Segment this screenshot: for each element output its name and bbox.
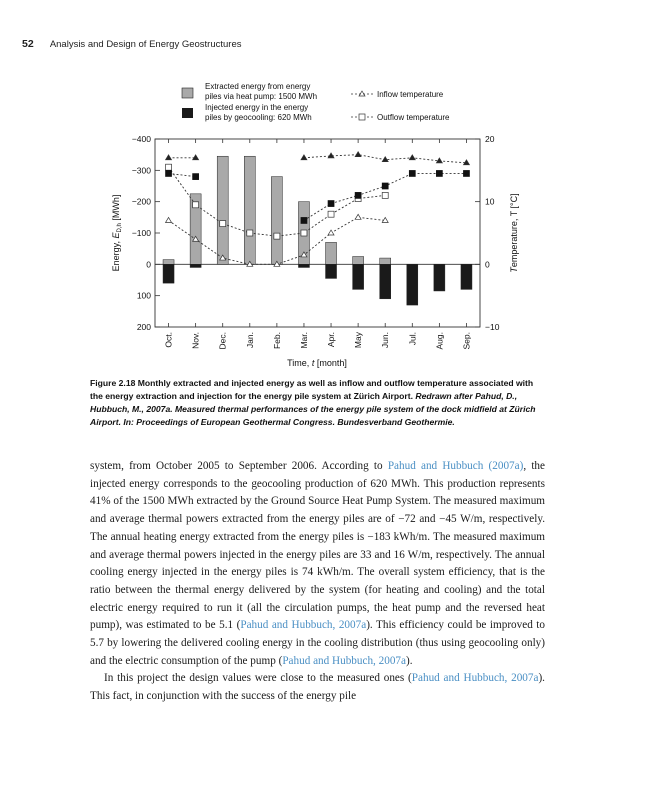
citation-link[interactable]: Pahud and Hubbuch, 2007a (240, 619, 367, 632)
x-tick-label: Feb. (271, 332, 282, 350)
temperature-series (166, 152, 470, 267)
outflow-marker (328, 201, 334, 207)
outflow-marker (193, 174, 199, 180)
inflow-marker (301, 155, 307, 160)
bar (163, 260, 174, 265)
left-tick-label: 0 (146, 259, 151, 270)
legend-outflow-label: Outflow temperature (377, 113, 450, 122)
right-tick-label: −10 (485, 322, 500, 332)
legend-inflow-label: Inflow temperature (377, 90, 444, 99)
right-tick-label: 10 (485, 196, 495, 207)
bar (326, 264, 337, 278)
outflow-marker (166, 170, 172, 176)
x-axis (164, 139, 472, 350)
inflow-marker (355, 214, 361, 219)
bar (380, 258, 391, 264)
inflow-marker (436, 158, 442, 163)
right-axis-label: Temperature, T [°C] (509, 193, 519, 273)
inflow-marker (382, 157, 388, 162)
body-text (90, 458, 545, 706)
energy-temperature-chart (95, 72, 525, 370)
legend-extracted-label: Extracted energy from energy piles via heat pump: 1500 MWh (205, 82, 318, 101)
inflow-marker (166, 217, 172, 222)
x-tick-label: Sep. (461, 332, 472, 350)
plot-frame (155, 139, 480, 327)
outflow-marker (436, 170, 442, 176)
figure-caption-reference: Redrawn after Pahud, D., Hubbuch, M., 2007a. Measured thermal performances of the energy pile system of the dock midfield at Zürich Airport. In: Proceedings of European Geothermal Congress. Bundesverband Geothermie. (90, 391, 536, 427)
bar (190, 264, 201, 267)
x-tick-label: Mar. (298, 332, 309, 349)
left-tick-label: 100 (136, 290, 151, 301)
citation-link[interactable]: Pahud and Hubbuch, 2007a (282, 654, 406, 667)
series-line (169, 173, 196, 176)
page-number: 52 (22, 38, 34, 50)
right-axis (475, 134, 500, 332)
outflow-marker (193, 202, 199, 208)
outflow-marker (166, 164, 172, 170)
outflow-marker (220, 221, 226, 227)
bar (380, 264, 391, 298)
bar (271, 177, 282, 265)
bar (244, 156, 255, 264)
bar-series (163, 156, 472, 305)
legend-extracted-swatch (182, 88, 193, 98)
outflow-marker (355, 192, 361, 198)
bar (326, 242, 337, 264)
figure-caption (90, 377, 545, 429)
left-tick-label: 200 (136, 322, 151, 332)
text-run: ). This efficiency could be improved to 5.7 by lowering the delivered cooling energy in the cooling distribution (thus using geocooling only) and the electric consumption of the pump ( (90, 619, 546, 667)
text-run: system, from October 2005 to September 2006. According to (90, 460, 388, 472)
bar (217, 156, 228, 264)
x-tick-label: Apr. (326, 332, 337, 348)
running-header (22, 38, 242, 50)
inflow-marker (409, 155, 415, 160)
inflow-marker (166, 155, 172, 160)
x-tick-label: May (353, 332, 364, 349)
bar (353, 257, 364, 265)
chart-legend (182, 82, 450, 122)
text-run: In this project the design values were close to the measured ones ( (104, 672, 412, 685)
outflow-marker (382, 192, 388, 198)
outflow-marker (247, 230, 253, 236)
legend-outflow-marker (359, 114, 365, 120)
text-run: ). This fact, in conjunction with the success of the energy pile (90, 672, 545, 703)
inflow-marker (355, 152, 361, 157)
bar (163, 264, 174, 283)
left-tick-label: −400 (131, 134, 151, 144)
text-run: , the injected energy corresponds to the geocooling production of 620 MWh. This production represents 41% of the 1500 MWh extracted by the Ground Source Heat Pump System. The measured maximum and average thermal powers extracted from the energy piles are of −72 and −45 W/m, respectively. The annual heating energy extracted from the energy piles is −183 kWh/m. The measured maximum and average thermal powers injected in the energy piles are 33 and 16 W/m, respectively. The annual cooling energy injected in the energy piles is 74 kWh/m. The overall system efficiency, that is the ratio between the thermal energy delivered by the system (for heating and cooling) and the total electric energy required to run it (all the circulation pumps, the heat pump and the reversed heat pump), was estimated to be 5.1 ( (90, 460, 545, 632)
x-tick-label: Jan. (244, 332, 255, 349)
inflow-marker (193, 155, 199, 160)
citation-link[interactable]: Pahud and Hubbuch, 2007a (411, 672, 539, 685)
figure-label: Figure 2.18 (90, 378, 136, 388)
outflow-marker (301, 217, 307, 223)
x-tick-label: Nov. (190, 332, 201, 349)
legend-injected-swatch (182, 108, 193, 118)
paragraph-2 (90, 670, 545, 705)
x-tick-label: Aug. (434, 332, 445, 350)
bar (461, 264, 472, 289)
right-tick-label: 0 (485, 259, 490, 270)
x-tick-label: Jun. (380, 332, 391, 349)
right-tick-label: 20 (485, 134, 495, 144)
x-tick-label: Dec. (217, 332, 228, 350)
outflow-marker (328, 211, 334, 217)
outflow-marker (301, 230, 307, 236)
paragraph-1 (90, 458, 545, 670)
outflow-marker (274, 233, 280, 239)
left-tick-label: −200 (131, 196, 151, 207)
inflow-marker (328, 230, 334, 235)
bar (298, 264, 309, 267)
text-run: ). (405, 654, 413, 667)
running-title: Analysis and Design of Energy Geostructures (49, 39, 242, 50)
outflow-marker (409, 170, 415, 176)
left-axis-label: Energy, $E_{D,h}$ [MWh] (111, 194, 123, 272)
x-tick-label: Oct. (163, 332, 174, 348)
left-tick-label: −100 (131, 228, 151, 238)
x-axis-label: Time, t [month] (287, 358, 347, 368)
bar (353, 264, 364, 289)
bar (407, 264, 418, 305)
legend-injected-label: Injected energy in the energy piles by geocooling: 620 MWh (205, 103, 312, 122)
figure-caption-text: Monthly extracted and injected energy as well as inflow and outflow temperature associated with the energy extraction and injection for the energy pile system at Zürich Airport. (90, 378, 534, 401)
outflow-marker (382, 183, 388, 189)
legend-inflow-marker (359, 91, 365, 96)
x-tick-label: Jul. (407, 332, 418, 346)
left-tick-label: −300 (131, 165, 151, 176)
outflow-marker (463, 170, 469, 176)
bar (434, 264, 445, 291)
citation-link[interactable]: Pahud and Hubbuch (2007a) (387, 460, 524, 472)
